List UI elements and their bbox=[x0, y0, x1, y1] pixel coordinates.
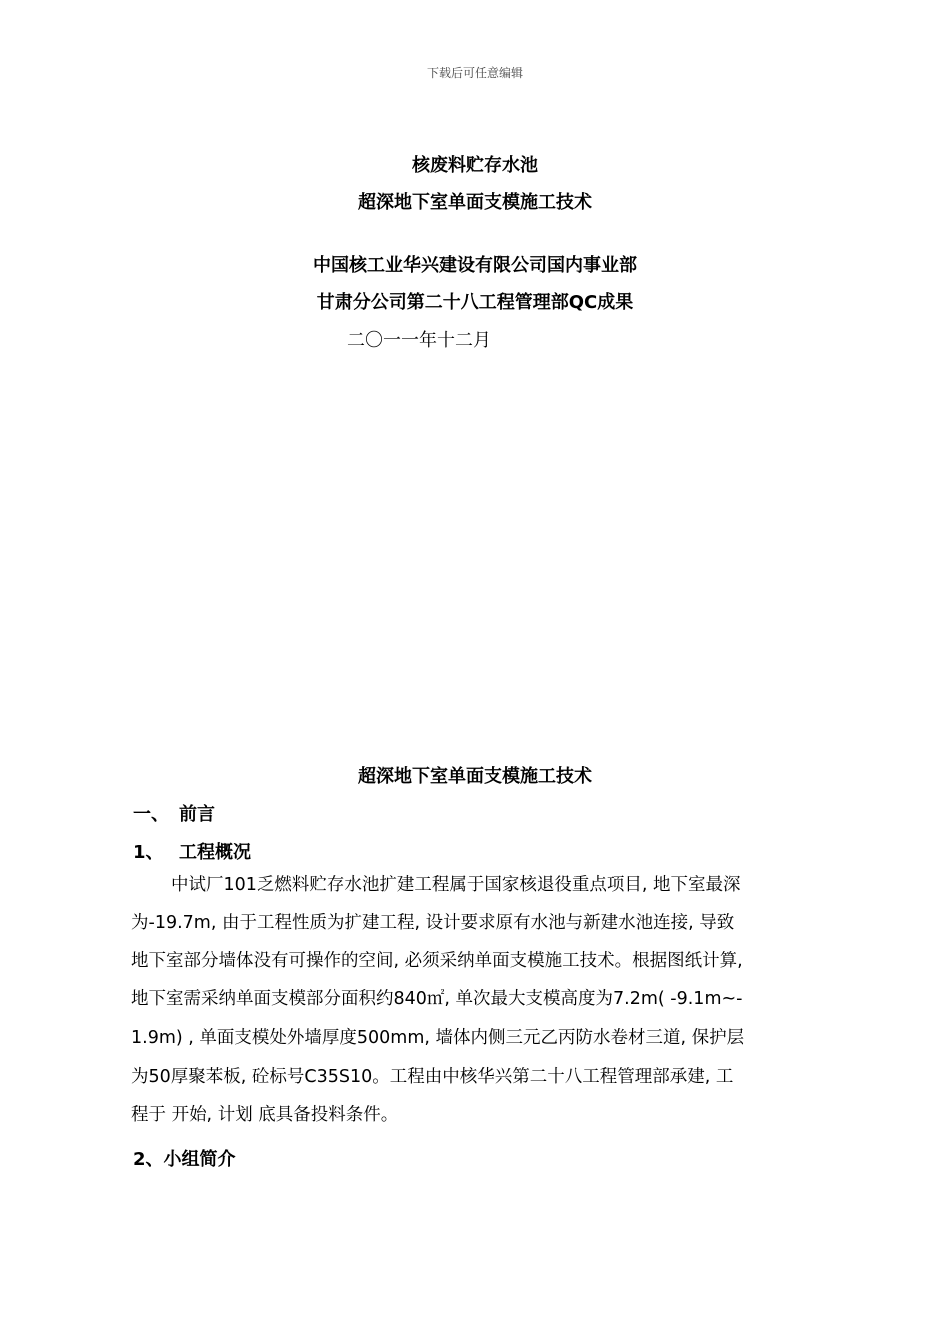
section-title: 超深地下室单面支模施工技术 bbox=[358, 766, 592, 787]
cover-title-line1: 核废料贮存水池 bbox=[412, 155, 538, 176]
paragraph-line: 地下室部分墙体没有可操作的空间, 必须采纳单面支模施工技术。根据图纸计算, bbox=[131, 951, 743, 971]
paragraph-line: 1.9m) , 单面支模处外墙厚度500mm, 墙体内侧三元乙丙防水卷材三道, 保护层 bbox=[131, 1028, 745, 1048]
cover-org-line2: 甘肃分公司第二十八工程管理部QC成果 bbox=[316, 292, 634, 313]
heading-preface-number: 一、 bbox=[133, 804, 169, 825]
paragraph-line: 地下室需采纳单面支模部分面积约840㎡, 单次最大支模高度为7.2m( -9.1m~- bbox=[131, 989, 743, 1009]
cover-title-line2: 超深地下室单面支模施工技术 bbox=[358, 192, 592, 213]
heading-preface-text: 前言 bbox=[179, 804, 215, 825]
heading-project-overview bbox=[133, 838, 251, 864]
heading-preface bbox=[133, 800, 215, 826]
cover-org-line1: 中国核工业华兴建设有限公司国内事业部 bbox=[313, 255, 637, 276]
paragraph-line: 为50厚聚苯板, 砼标号C35S10。工程由中核华兴第二十八工程管理部承建, 工 bbox=[131, 1067, 734, 1087]
cover-date: 二〇一一年十二月 bbox=[347, 330, 491, 351]
watermark: 下载后可任意编辑 bbox=[426, 66, 523, 80]
paragraph-line: 中试厂101乏燃料贮存水池扩建工程属于国家核退役重点项目, 地下室最深 bbox=[171, 875, 741, 895]
paragraph-line: 程于 开始, 计划 底具备投料条件。 bbox=[131, 1105, 399, 1125]
heading-team-intro: 2、小组简介 bbox=[133, 1149, 236, 1170]
heading-project-overview-number: 1、 bbox=[133, 842, 164, 863]
heading-project-overview-text: 工程概况 bbox=[179, 842, 251, 863]
paragraph-line: 为-19.7m, 由于工程性质为扩建工程, 设计要求原有水池与新建水池连接, 导致 bbox=[131, 913, 735, 933]
